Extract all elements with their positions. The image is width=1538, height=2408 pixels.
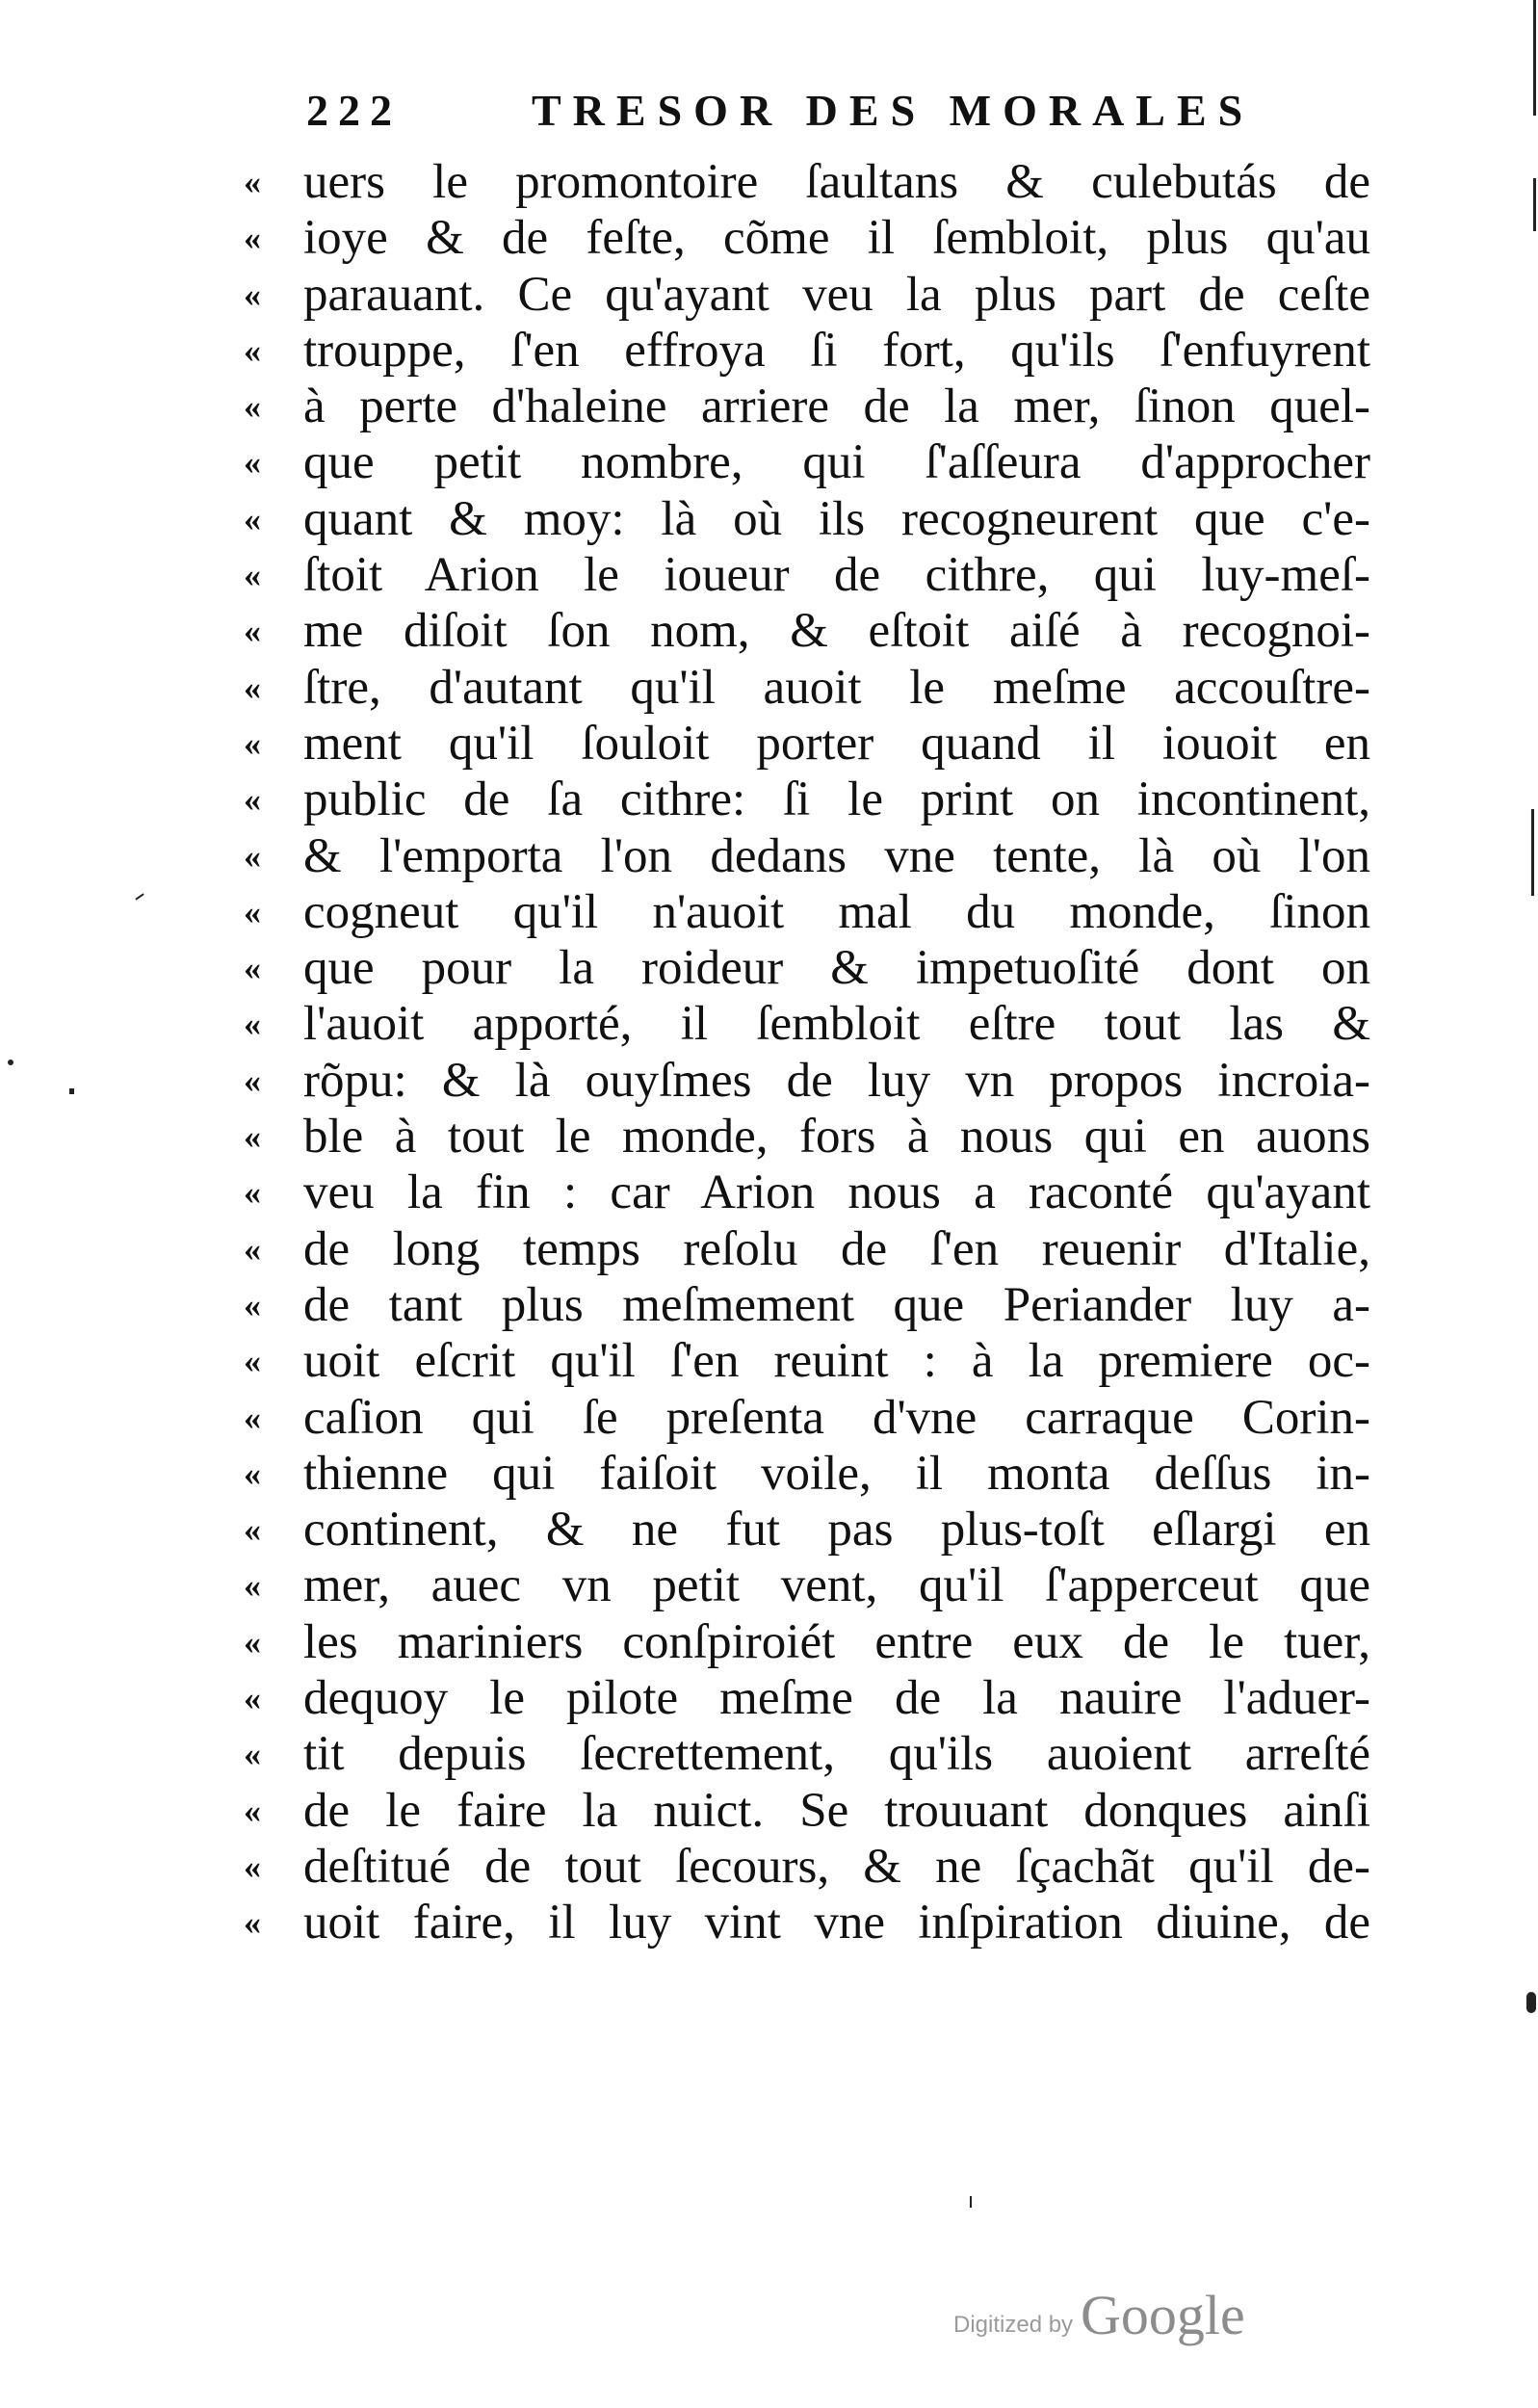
text-line: [244, 1446, 1370, 1502]
text-line: [244, 996, 1370, 1052]
text-line: [244, 1333, 1370, 1389]
marginal-quote-mark: «: [244, 667, 261, 707]
text-line: [244, 660, 1370, 716]
line-text: thienne qui faiſoit voile, il monta deſſus in-: [303, 1446, 1370, 1501]
line-text: uers le promontoire ſaultans & culebutás de: [303, 155, 1370, 209]
text-line: [244, 1726, 1370, 1782]
text-line: [244, 1165, 1370, 1220]
text-line: [244, 210, 1370, 266]
text-line: [244, 434, 1370, 490]
marginal-quote-mark: «: [244, 1735, 261, 1774]
text-line: [244, 828, 1370, 884]
page-header: [306, 85, 1366, 152]
marginal-quote-mark: «: [244, 949, 261, 988]
line-text: ioye & de feſte, cõme il ſembloit, plus qu'au: [303, 211, 1370, 266]
text-line: [244, 1277, 1370, 1333]
text-line: [244, 884, 1370, 940]
line-text: quant & moy: là où ils recogneurent que c'e-: [303, 491, 1370, 546]
line-text: que petit nombre, qui ſ'aſſeura d'approcher: [303, 435, 1370, 490]
marginal-quote-mark: «: [244, 219, 261, 258]
marginal-quote-mark: «: [244, 1173, 261, 1213]
scan-margin-line: [1531, 809, 1534, 896]
scan-margin-line: [1533, 0, 1536, 116]
line-text: caſion qui ſe preſenta d'vne carraque Corin-: [303, 1390, 1370, 1445]
line-text: uoit eſcrit qu'il ſ'en reuint : à la premiere oc-: [303, 1334, 1370, 1389]
text-line: [244, 603, 1370, 659]
text-line: [244, 1109, 1370, 1165]
line-text: cogneut qu'il n'auoit mal du monde, ſinon: [303, 884, 1370, 939]
text-line: [244, 1670, 1370, 1726]
body-text: [244, 154, 1370, 1951]
marginal-quote-mark: «: [244, 1060, 261, 1100]
marginal-quote-mark: «: [244, 780, 261, 820]
text-line: [244, 154, 1370, 210]
marginal-quote-mark: «: [244, 1846, 261, 1886]
line-text: ment qu'il ſouloit porter quand il iouoit en: [303, 716, 1370, 771]
scan-speck: [135, 893, 143, 900]
digitized-label: Digitized by: [953, 2312, 1074, 2338]
line-text: ſtoit Arion le ioueur de cithre, qui luy-meſ-: [303, 548, 1370, 603]
scan-speck: [1526, 1992, 1536, 2013]
marginal-quote-mark: «: [244, 892, 261, 931]
marginal-quote-mark: «: [244, 1005, 261, 1044]
line-text: mer, auec vn petit vent, qu'il ſ'apperceut que: [303, 1558, 1370, 1613]
text-line: [244, 267, 1370, 323]
line-text: dequoy le pilote meſme de la nauire l'aduer-: [303, 1671, 1370, 1726]
line-text: ble à tout le monde, fors à nous qui en auons: [303, 1110, 1370, 1165]
running-title: TRESOR DES MORALES: [532, 86, 1255, 135]
text-line: [244, 1895, 1370, 1950]
marginal-quote-mark: «: [244, 1285, 261, 1324]
marginal-quote-mark: «: [244, 330, 261, 370]
marginal-quote-mark: «: [244, 1453, 261, 1493]
marginal-quote-mark: «: [244, 163, 261, 201]
text-line: [244, 1614, 1370, 1670]
text-line: [244, 1783, 1370, 1839]
text-line: [244, 491, 1370, 547]
line-text: uoit faire, il luy vint vne inſpiration diuine, de: [303, 1896, 1370, 1950]
marginal-quote-mark: «: [244, 1791, 261, 1830]
line-text: à perte d'haleine arriere de la mer, ſinon quel-: [303, 380, 1370, 434]
scan-speck: [8, 1060, 13, 1065]
line-text: tit depuis ſecrettement, qu'ils auoient arreſté: [303, 1727, 1370, 1782]
text-line: [244, 772, 1370, 827]
text-line: [244, 1557, 1370, 1613]
marginal-quote-mark: «: [244, 1679, 261, 1718]
line-text: public de ſa cithre: ſi le print on incontinent,: [303, 772, 1370, 827]
marginal-quote-mark: «: [244, 1229, 261, 1269]
marginal-quote-mark: «: [244, 499, 261, 538]
text-line: [244, 547, 1370, 603]
marginal-quote-mark: «: [244, 1398, 261, 1437]
marginal-quote-mark: «: [244, 612, 261, 651]
text-line: [244, 1221, 1370, 1277]
line-text: l'auoit apporté, il ſembloit eſtre tout las &: [303, 997, 1370, 1052]
line-text: de tant plus meſmement que Periander luy a-: [303, 1277, 1370, 1332]
google-logo: Google: [1081, 2284, 1245, 2346]
line-text: & l'emporta l'on dedans vne tente, là où l'on: [303, 828, 1370, 883]
text-line: [244, 1053, 1370, 1109]
text-line: [244, 379, 1370, 434]
line-text: deſtitué de tout ſecours, & ne ſçachãt qu'il de-: [303, 1839, 1370, 1894]
line-text: rõpu: & là ouyſmes de luy vn propos incroia-: [303, 1053, 1370, 1108]
marginal-quote-mark: «: [244, 1510, 261, 1550]
page-number: 222: [306, 86, 402, 135]
line-text: me diſoit ſon nom, & eſtoit aiſé à recognoi-: [303, 604, 1370, 659]
line-text: trouppe, ſ'en effroya ſi fort, qu'ils ſ'enfuyrent: [303, 323, 1370, 378]
scan-speck: [69, 1088, 74, 1094]
marginal-quote-mark: «: [244, 443, 261, 483]
marginal-quote-mark: «: [244, 1342, 261, 1381]
line-text: continent, & ne fut pas plus-toſt eſlargi en: [303, 1503, 1370, 1557]
marginal-quote-mark: «: [244, 1622, 261, 1662]
marginal-quote-mark: «: [244, 556, 261, 595]
marginal-quote-mark: «: [244, 1117, 261, 1157]
text-line: [244, 940, 1370, 996]
marginal-quote-mark: «: [244, 723, 261, 763]
text-line: [244, 1390, 1370, 1446]
line-text: parauant. Ce qu'ayant veu la plus part de ceſte: [303, 267, 1370, 322]
text-line: [244, 1839, 1370, 1895]
marginal-quote-mark: «: [244, 1566, 261, 1606]
scan-speck: [970, 2196, 972, 2208]
marginal-quote-mark: «: [244, 836, 261, 876]
scan-margin-line: [1533, 178, 1536, 231]
marginal-quote-mark: «: [244, 387, 261, 427]
digitized-watermark: [953, 2283, 1300, 2360]
text-line: [244, 323, 1370, 379]
line-text: les mariniers conſpiroiét entre eux de le tuer,: [303, 1614, 1370, 1669]
marginal-quote-mark: «: [244, 275, 261, 314]
line-text: que pour la roideur & impetuoſité dont on: [303, 941, 1370, 996]
text-line: [244, 716, 1370, 772]
line-text: ſtre, d'autant qu'il auoit le meſme accouſtre-: [303, 660, 1370, 715]
line-text: de long temps reſolu de ſ'en reuenir d'Italie,: [303, 1221, 1370, 1276]
line-text: veu la fin : car Arion nous a raconté qu'ayant: [303, 1165, 1370, 1220]
marginal-quote-mark: «: [244, 1903, 261, 1943]
line-text: de le faire la nuict. Se trouuant donques ainſi: [303, 1783, 1370, 1838]
text-line: [244, 1502, 1370, 1557]
